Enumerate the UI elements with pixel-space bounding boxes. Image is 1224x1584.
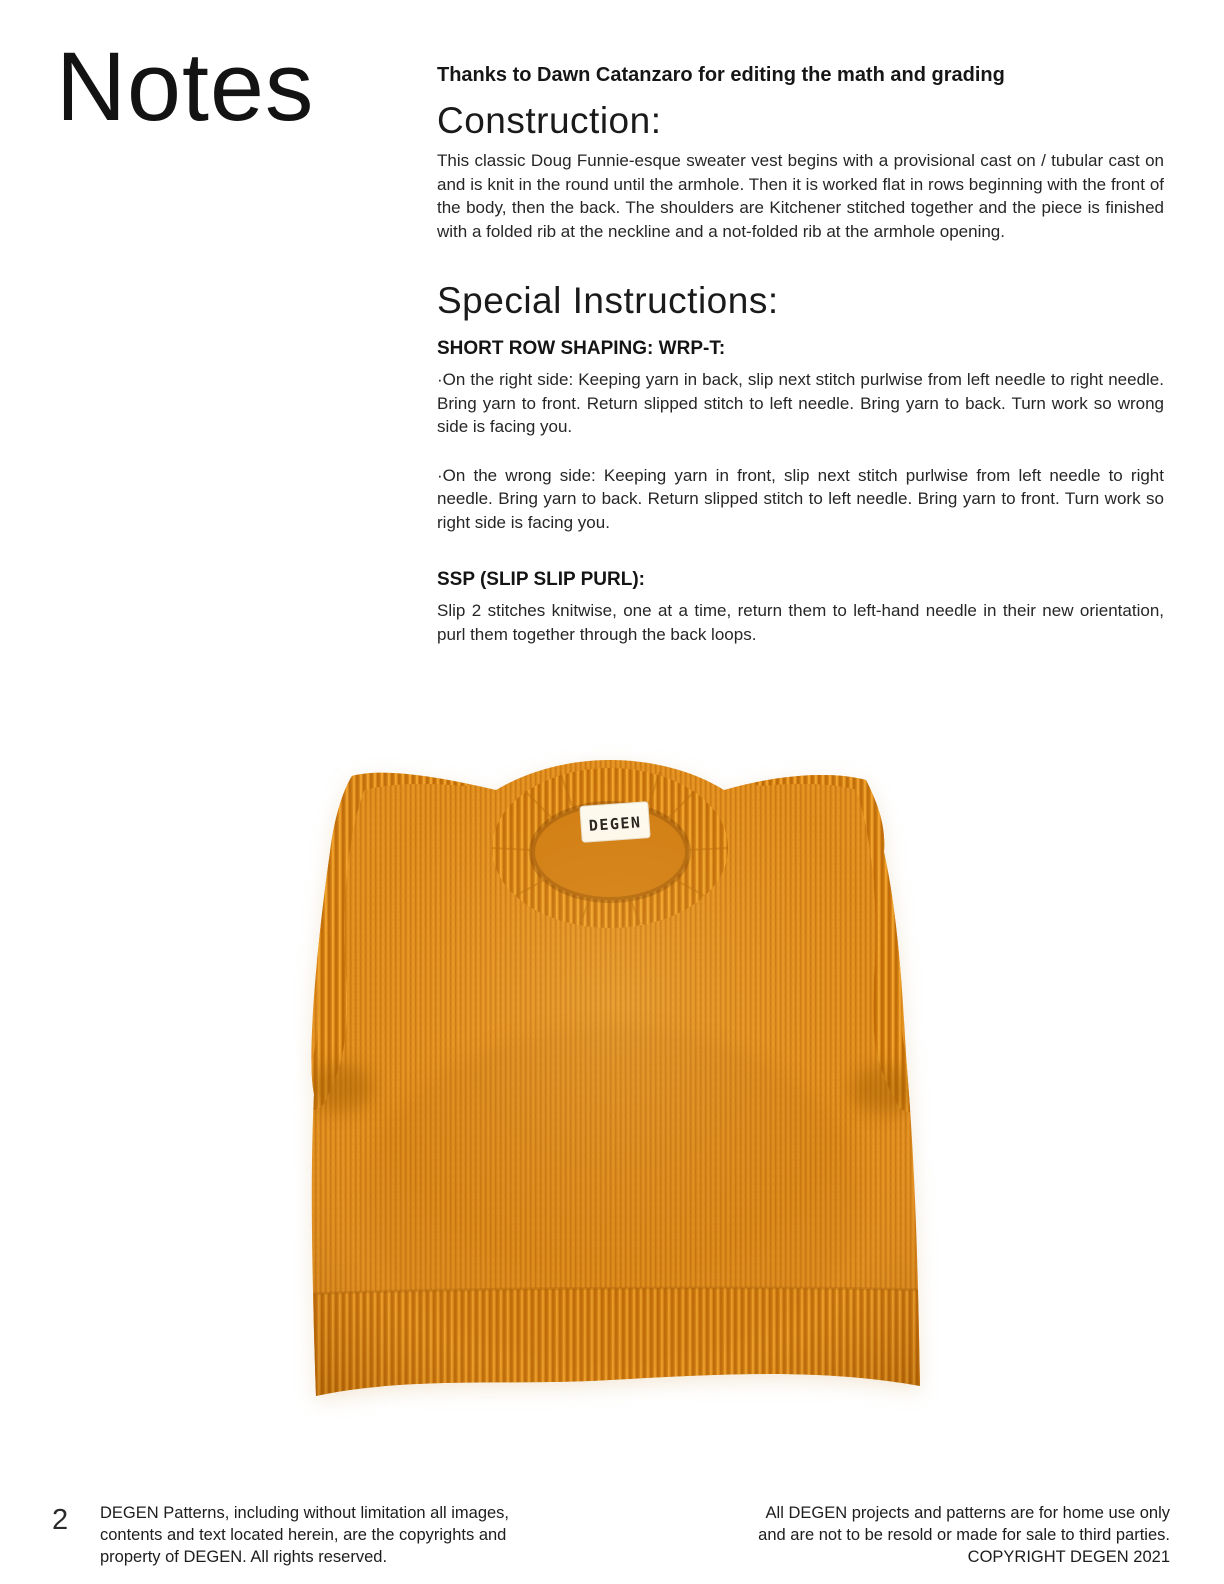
short-row-heading: SHORT ROW SHAPING: WRP-T: — [437, 338, 726, 359]
construction-body: This classic Doug Funnie-esque sweater vest begins with a provisional cast on / tubular cast on and is knit in the round until the armhole. Then it is worked flat in rows beginning with the front of the body, then the back. The shoulders are Kitchener stitched together and the piece is finished with a folded rib at the neckline and a not-folded rib at the armhole opening. — [437, 151, 1164, 241]
footer-right-line: and are not to be resold or made for sale to third parties. — [758, 1526, 1170, 1544]
page-number: 2 — [52, 1504, 69, 1536]
vest-shading-overlay — [311, 760, 920, 1396]
credit-line: Thanks to Dawn Catanzaro for editing the math and grading — [437, 64, 1005, 86]
short-row-paragraph-wrong-side: ·On the wrong side: Keeping yarn in front, slip next stitch purlwise from left needle to right needle. Bring yarn to back. Return slipped stitch to left needle. Bring yarn to front. Turn work so right side is facing you. — [437, 465, 1164, 532]
text-column — [437, 64, 1164, 646]
footer-left-line: contents and text located herein, are the copyrights and — [100, 1526, 507, 1544]
sweater-vest-photo — [300, 756, 924, 1404]
ssp-body: Slip 2 stitches knitwise, one at a time, return them to left-hand needle in their new orientation, purl them together through the back loops. — [437, 601, 1164, 644]
short-row-paragraph-right-side: ·On the right side: Keeping yarn in back, slip next stitch purlwise from left needle to right needle. Bring yarn to front. Return slipped stitch to left needle. Bring yarn to back. Turn work so wrong side is facing you. — [437, 370, 1164, 436]
sweater-vest-illustration — [300, 756, 924, 1404]
footer-left-text — [100, 1502, 578, 1568]
ssp-heading: SSP (SLIP SLIP PURL): — [437, 569, 645, 590]
special-instructions-heading: Special Instructions: — [437, 280, 779, 321]
page-title: Notes — [56, 32, 315, 141]
footer-left-line: DEGEN Patterns, including without limitation all images, — [100, 1504, 510, 1522]
footer-right-text — [570, 1502, 1170, 1568]
footer-right-line: All DEGEN projects and patterns are for home use only — [765, 1504, 1170, 1522]
footer-right-line: COPYRIGHT DEGEN 2021 — [967, 1548, 1170, 1566]
footer-left-line: property of DEGEN. All rights reserved. — [100, 1548, 388, 1566]
construction-heading: Construction: — [437, 100, 662, 141]
